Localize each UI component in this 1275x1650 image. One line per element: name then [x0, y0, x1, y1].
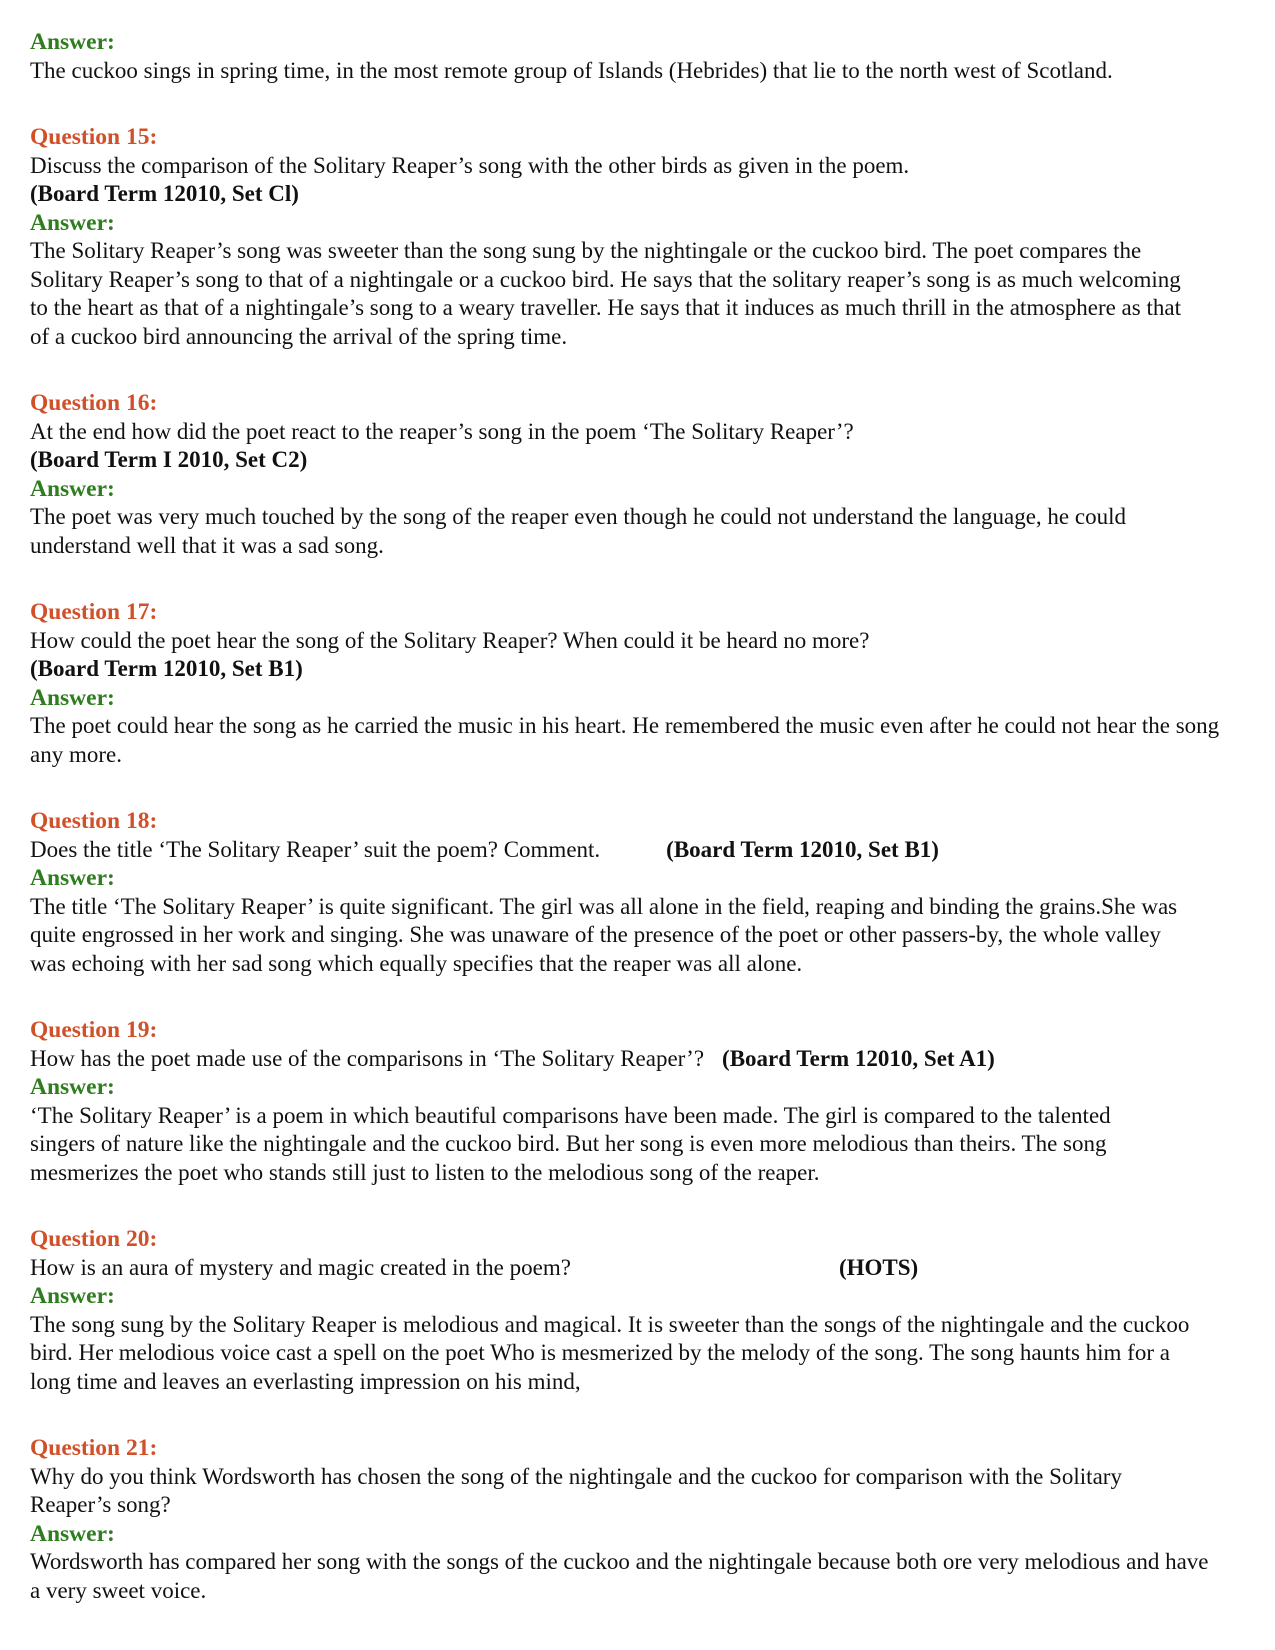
question-title: Question 17:: [30, 599, 158, 625]
board-reference: (HOTS): [838, 1254, 919, 1280]
answer-text: The poet could hear the song as he carried the music in his heart. He remembered the music even after he could not hear the song any more.: [30, 713, 1220, 767]
answer-text: The poet was very much touched by the song of the reaper even though he could not understand the language, he could understand well that it was a sad song.: [30, 504, 1126, 558]
answer-label: Answer:: [30, 29, 115, 55]
answer-label: Answer:: [30, 1283, 115, 1309]
board-reference: (Board Term I 2010, Set C2): [30, 447, 308, 472]
question-block-21: [30, 1434, 1260, 1605]
question-block-19: [30, 1016, 1260, 1187]
question-line: [30, 1254, 1260, 1283]
answer-label: Answer:: [30, 1520, 115, 1547]
board-reference: (Board Term 12010, Set A1): [722, 1045, 995, 1071]
question-block-15: [30, 123, 1260, 351]
answer-text: ‘The Solitary Reaper’ is a poem in which beautiful comparisons have been made. The girl is compared to the talented singers of nature like the nightingale and the cuckoo bird. But her song is even more melodious than theirs. The song mesmerizes the poet who stands still just to listen to the melodious song of the reaper.: [30, 1102, 1111, 1185]
answer-block-14: [30, 28, 1260, 85]
answer-text: Wordsworth has compared her song with the songs of the cuckoo and the nightingale because both ore very melodious and have a very sweet voice.: [30, 1549, 1209, 1603]
question-text: Discuss the comparison of the Solitary Reaper’s song with the other birds as given in the poem.: [30, 152, 910, 178]
answer-text: The Solitary Reaper’s song was sweeter than the song sung by the nightingale or the cuckoo bird. The poet compares the Solitary Reaper’s song to that of a nightingale or a cuckoo bird. He says that the solitary reaper’s song is as much welcoming to the heart as that of a nightingale’s song to a weary traveller. He says that it induces as much thrill in the atmosphere as that of a cuckoo bird announcing the arrival of the spring time.: [30, 238, 1181, 349]
board-reference: (Board Term 12010, Set B1): [30, 656, 303, 681]
document-page: [30, 28, 1260, 1605]
question-text: How has the poet made use of the comparisons in ‘The Solitary Reaper’?: [30, 1045, 705, 1071]
question-title: Question 15:: [30, 124, 158, 150]
question-text: Why do you think Wordsworth has chosen the song of the nightingale and the cuckoo for comparison with the Solitary Reaper’s song?: [30, 1463, 1122, 1517]
answer-text: The song sung by the Solitary Reaper is melodious and magical. It is sweeter than the songs of the nightingale and the cuckoo bird. Her melodious voice cast a spell on the poet Who is mesmerized by the melody of the song. The song haunts him for a long time and leaves an everlasting impression on his mind,: [30, 1311, 1190, 1394]
answer-label: Answer:: [30, 1074, 115, 1100]
answer-label: Answer:: [30, 684, 115, 711]
question-block-17: [30, 598, 1260, 769]
answer-label: Answer:: [30, 865, 115, 891]
answer-text: The cuckoo sings in spring time, in the most remote group of Islands (Hebrides) that lie to the north west of Scotland.: [30, 57, 1113, 83]
question-line: [30, 1045, 1260, 1074]
question-title: Question 21:: [30, 1435, 158, 1461]
answer-text: The title ‘The Solitary Reaper’ is quite significant. The girl was all alone in the field, reaping and binding the grains.She was quite engrossed in her work and singing. She was unaware of the presence of the poet or other passers-by, the whole valley was echoing with her sad song which equally specifies that the reaper was all alone.: [30, 893, 1178, 976]
board-reference: (Board Term 12010, Set Cl): [30, 181, 299, 206]
question-block-18: [30, 807, 1260, 978]
question-title: Question 19:: [30, 1017, 158, 1043]
question-title: Question 18:: [30, 808, 158, 834]
question-text: At the end how did the poet react to the reaper’s song in the poem ‘The Solitary Reaper’?: [30, 418, 854, 444]
answer-label: Answer:: [30, 209, 115, 236]
question-text: Does the title ‘The Solitary Reaper’ suit the poem? Comment.: [30, 836, 601, 862]
question-title: Question 16:: [30, 390, 158, 416]
board-reference: (Board Term 12010, Set B1): [666, 836, 939, 862]
question-block-20: [30, 1225, 1260, 1396]
question-text: How is an aura of mystery and magic created in the poem?: [30, 1254, 571, 1280]
question-line: [30, 836, 1260, 865]
answer-label: Answer:: [30, 475, 115, 502]
question-text: How could the poet hear the song of the Solitary Reaper? When could it be heard no more?: [30, 627, 870, 653]
question-title: Question 20:: [30, 1226, 158, 1252]
question-block-16: [30, 389, 1260, 560]
